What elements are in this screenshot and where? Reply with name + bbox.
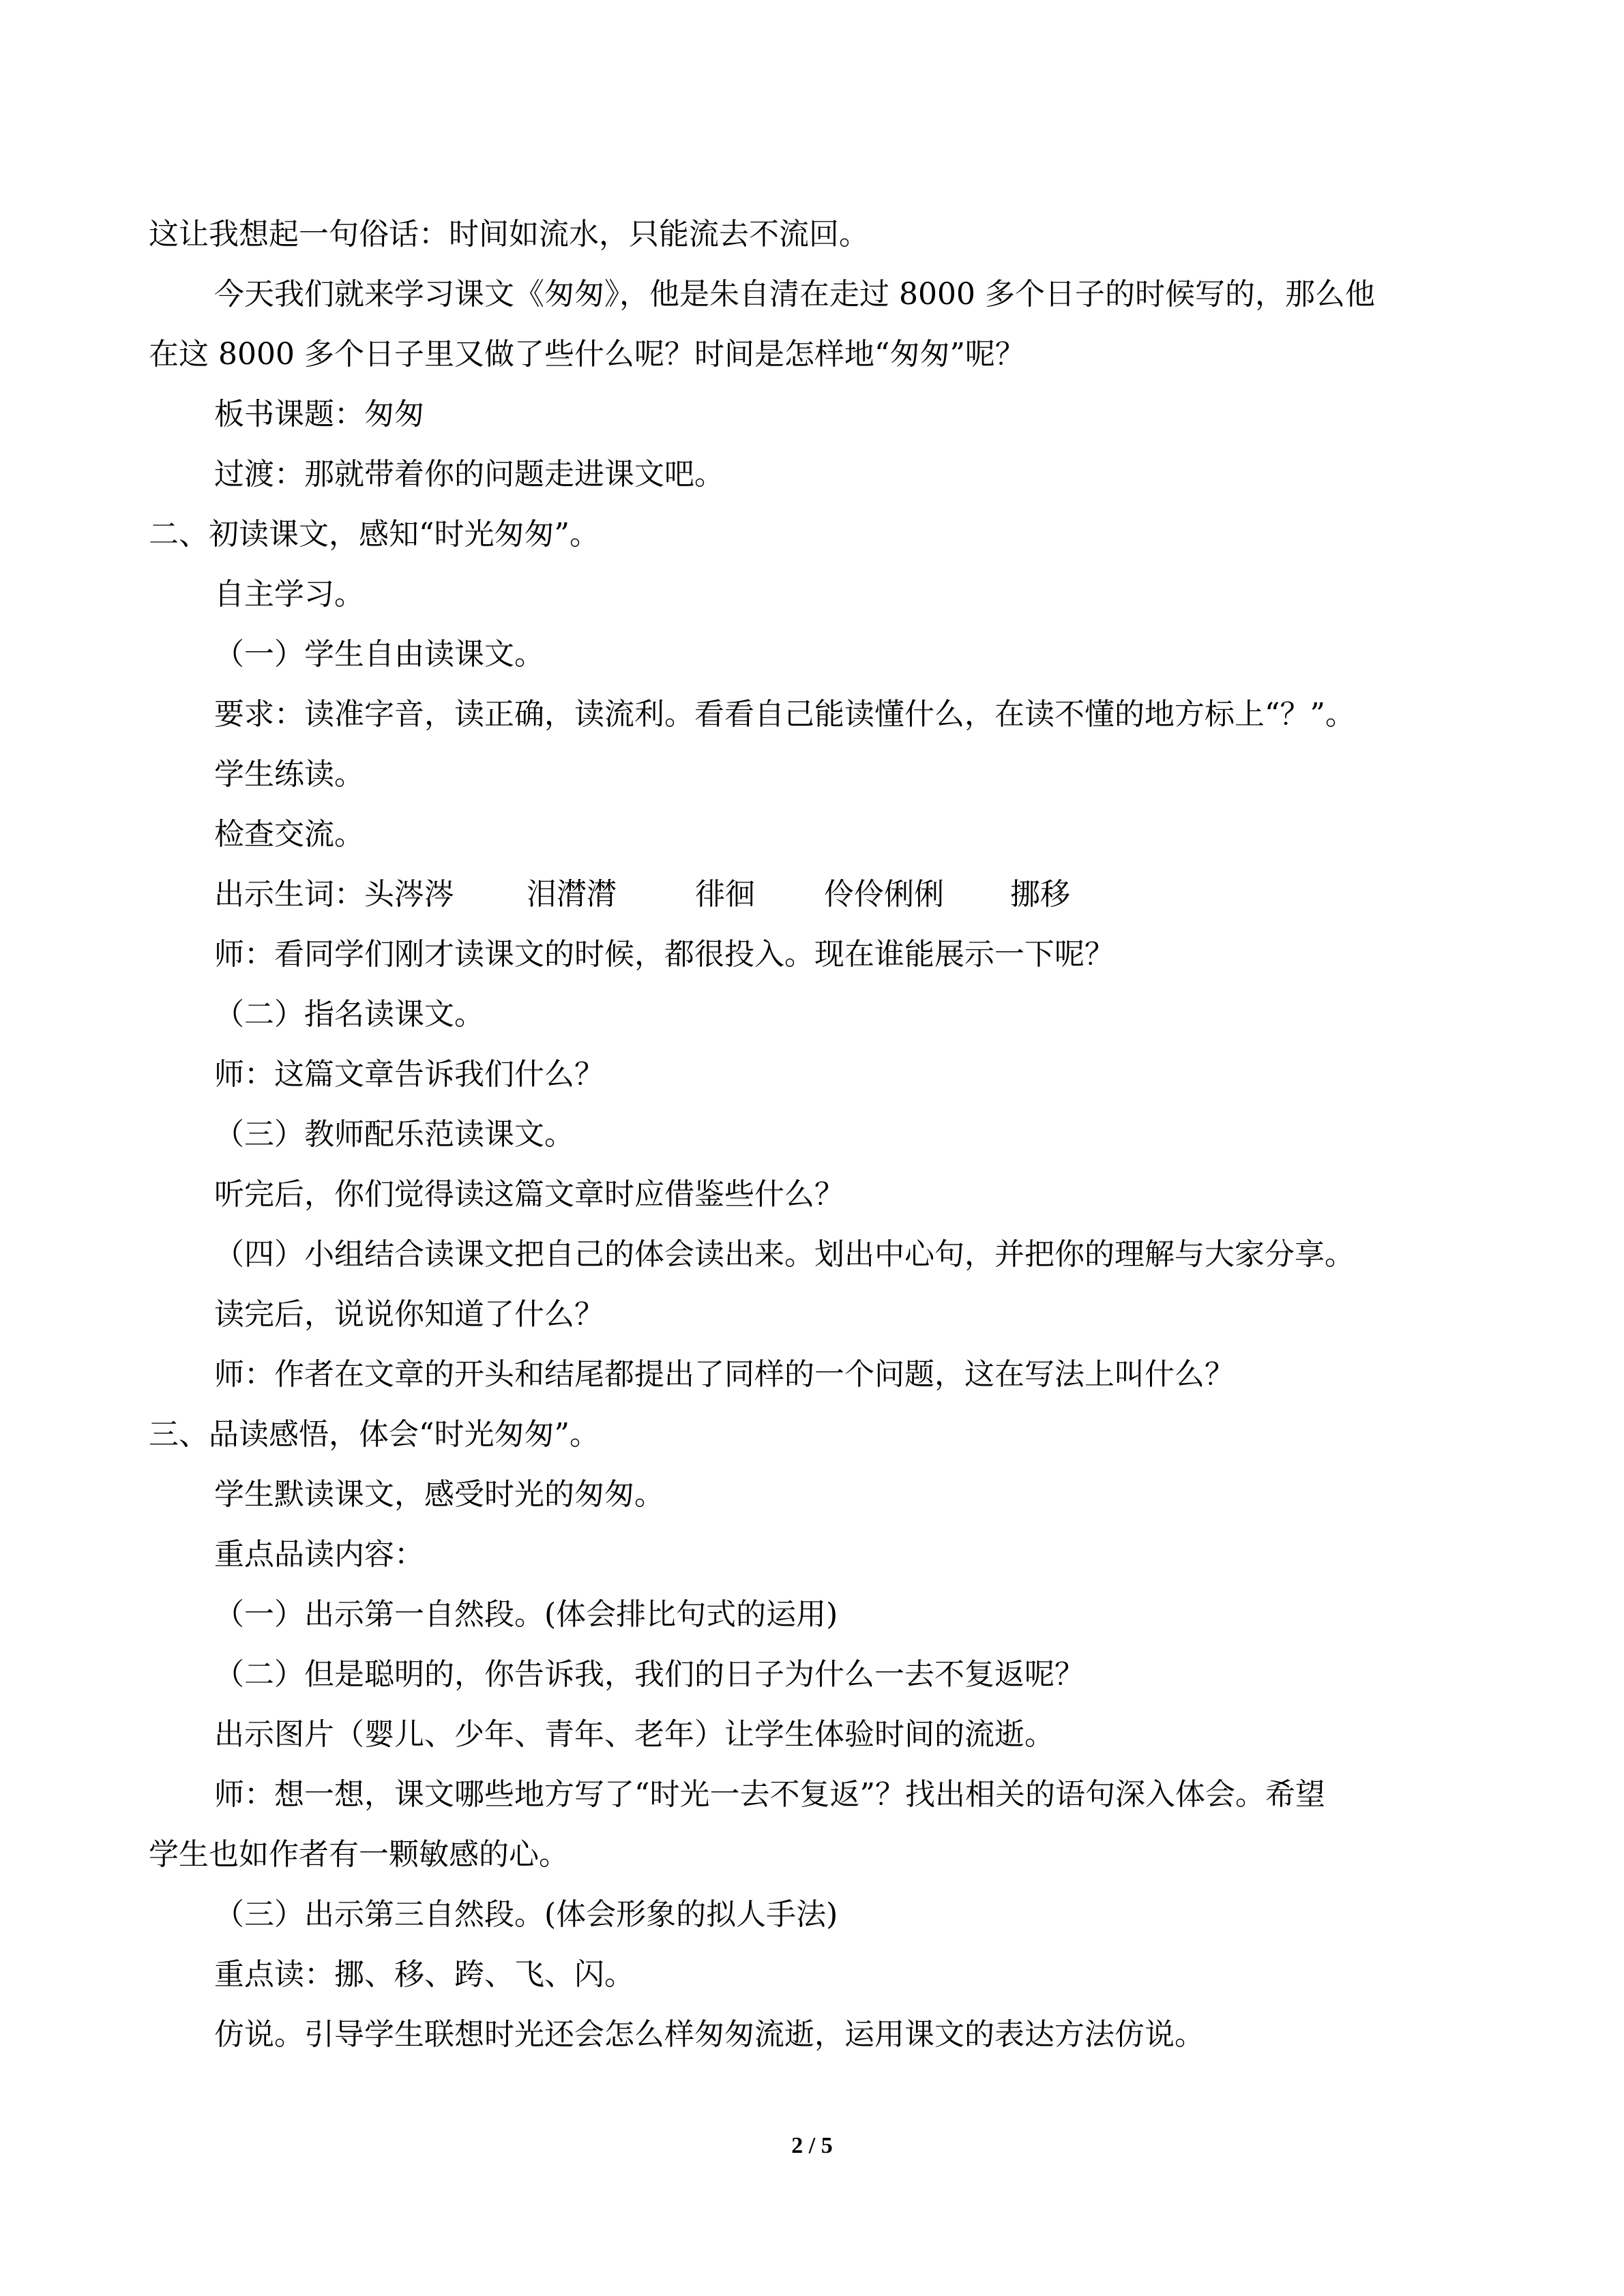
vocab-line xyxy=(149,865,1479,925)
paragraph-line: （一）出示第一自然段。(体会排比句式的运用) xyxy=(214,1597,838,1632)
page-number: 2 / 5 xyxy=(791,2133,833,2158)
section-heading: 三、品读感悟，体会“时光匆匆”。 xyxy=(149,1417,600,1452)
paragraph-line: 读完后，说说你知道了什么？ xyxy=(214,1297,604,1332)
vocab-word: 泪潸潸 xyxy=(527,877,617,912)
vocab-label: 出示生词： xyxy=(214,877,364,912)
paragraph-line: （四）小组结合读课文把自己的体会读出来。划出中心句，并把你的理解与大家分享。 xyxy=(214,1237,1355,1272)
paragraph-line: 学生也如作者有一颗敏感的心。 xyxy=(149,1837,569,1872)
paragraph-line: 板书课题：匆匆 xyxy=(214,397,424,432)
paragraph-line: 过渡：那就带着你的问题走进课文吧。 xyxy=(214,457,724,492)
paragraph-line: 自主学习。 xyxy=(214,577,364,612)
paragraph-line: 学生练读。 xyxy=(214,757,364,792)
paragraph-line: 要求：读准字音，读正确，读流利。看看自己能读懂什么，在读不懂的地方标上“？”。 xyxy=(214,697,1355,732)
paragraph-line: （二）指名读课文。 xyxy=(214,997,484,1032)
paragraph-line: 师：看同学们刚才读课文的时候，都很投入。现在谁能展示一下呢？ xyxy=(214,937,1114,972)
paragraph-line: 出示图片（婴儿、少年、青年、老年）让学生体验时间的流逝。 xyxy=(214,1717,1054,1752)
vocab-word: 伶伶俐俐 xyxy=(824,877,944,912)
paragraph-line: 学生默读课文，感受时光的匆匆。 xyxy=(214,1477,664,1512)
paragraph-line: 这让我想起一句俗话：时间如流水，只能流去不流回。 xyxy=(149,217,869,252)
paragraph-line: 听完后，你们觉得读这篇文章时应借鉴些什么？ xyxy=(214,1177,844,1212)
paragraph-line: 师：作者在文章的开头和结尾都提出了同样的一个问题，这在写法上叫什么？ xyxy=(214,1357,1235,1392)
document-body xyxy=(149,205,1479,2065)
paragraph-line: 重点品读内容： xyxy=(214,1537,424,1572)
paragraph-line: 今天我们就来学习课文《匆匆》，他是朱自清在走过 8000 多个日子的时候写的，那么他 xyxy=(214,277,1375,312)
paragraph-line: 仿说。引导学生联想时光还会怎么样匆匆流逝，运用课文的表达方法仿说。 xyxy=(214,2017,1205,2052)
paragraph-line: （一）学生自由读课文。 xyxy=(214,637,544,672)
vocab-word: 挪移 xyxy=(1010,877,1070,912)
paragraph-line: 在这 8000 多个日子里又做了些什么呢？时间是怎样地“匆匆”呢？ xyxy=(149,337,1025,372)
vocab-word: 徘徊 xyxy=(695,877,755,912)
paragraph-line: （三）出示第三自然段。(体会形象的拟人手法) xyxy=(214,1897,838,1932)
paragraph-line: 检查交流。 xyxy=(214,817,364,852)
paragraph-line: 师：想一想，课文哪些地方写了“时光一去不复返”？找出相关的语句深入体会。希望 xyxy=(214,1777,1325,1812)
paragraph-line: 重点读：挪、移、跨、飞、闪。 xyxy=(214,1957,634,1992)
paragraph-line: （二）但是聪明的，你告诉我，我们的日子为什么一去不复返呢？ xyxy=(214,1657,1084,1692)
vocab-word: 头涔涔 xyxy=(364,877,454,912)
section-heading: 二、初读课文，感知“时光匆匆”。 xyxy=(149,517,600,552)
paragraph-line: （三）教师配乐范读课文。 xyxy=(214,1117,574,1152)
paragraph-line: 师：这篇文章告诉我们什么？ xyxy=(214,1057,604,1092)
